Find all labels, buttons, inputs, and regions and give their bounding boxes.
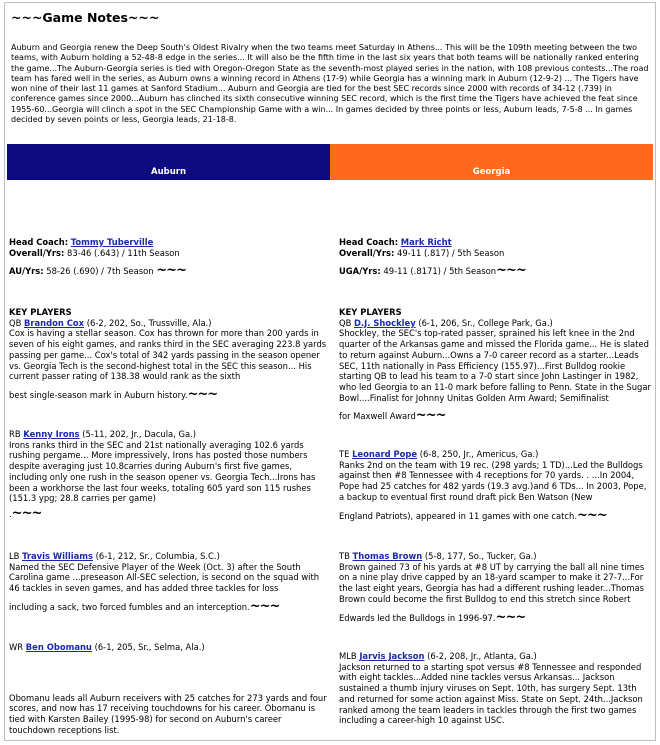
team-banner bbox=[7, 144, 653, 180]
intro-paragraph: Auburn and Georgia renew the Deep South's Oldest Rivalry when the two teams meet Saturday in Athens... This will be the 109th meeting between the two teams, with Auburn holding a 52-48-8 edge in the series... It will also be the fifth time in the last six years that both teams will be nationally ranked entering the game...The Auburn-Georgia series is tied with Oregon-Oregon State as the seventh-most played series in the nation, with 108 previous contests...The road team has fared well in the series, as Auburn owns a winning record in Athens (17-9) while Georgia has a winning mark in Auburn (12-9-2) ... The Tigers have won nine of their last 11 games at Sanford Stadium... Auburn and Georgia are tied for the best SEC records since 2000 with records of 34-12 (.739) in conference games since 2000...Auburn has clinched its sixth consecutive winning SEC record, which is the first time the Tigers have achieved the feat since 1955-60...Georgia will clinch a spot in the SEC Championship Game with a win... In games decided by three points or less, Auburn leads, 7-5-8 ... In games decided by seven points or less, Georgia leads, 21-18-8. bbox=[11, 43, 649, 125]
auburn-banner bbox=[7, 144, 330, 180]
player-link-dj-shockley[interactable]: D.J. Shockley bbox=[354, 317, 416, 328]
georgia-player-2 bbox=[339, 449, 651, 521]
player-position: QB bbox=[339, 317, 352, 328]
player-notes: Irons ranks third in the SEC and 21st nationally averaging 102.6 yards rushing pergame... More impressively, Irons has posted those numbers despite averaging just 10.8carries during Auburn's first five games, including only one rush in the season opener vs. Georgia Tech...Irons has been a workhorse the last four weeks, totaling 605 yard son 115 rushes (151.3 ypg; 28.8 carries per game) bbox=[9, 439, 316, 504]
school-label: UGA/Yrs: bbox=[339, 266, 381, 277]
georgia-coach-link[interactable]: Mark Richt bbox=[400, 237, 452, 247]
player-position: WR bbox=[9, 642, 24, 652]
player-position: TE bbox=[339, 449, 350, 459]
player-notes-tail: including a sack, two forced fumbles and an interception. bbox=[9, 601, 250, 612]
player-notes: Cox is having a stellar season. Cox has thrown for more than 200 yards in seven of his eight games, and ranks third in the SEC averaging 223.8 yards passing per game... Cox's total of 342 yards passing in the season opener vs. Georgia Tech is the second-highest total in the SEC this season... His current passer rating of 138.38 would rank as the sixth bbox=[9, 328, 327, 382]
player-info: (6-1, 205, Sr., Selma, Ala.) bbox=[94, 642, 205, 652]
player-link-leonard-pope[interactable]: Leonard Pope bbox=[352, 449, 418, 459]
squiggle: ~~~ bbox=[577, 507, 607, 523]
auburn-player-4 bbox=[9, 642, 327, 736]
squiggle: ~~~ bbox=[495, 609, 526, 625]
auburn-coach-block bbox=[9, 237, 327, 277]
player-info: (6-2, 208, Jr., Atlanta, Ga.) bbox=[427, 651, 537, 661]
auburn-player-3 bbox=[9, 551, 327, 613]
squiggle: ~~~ bbox=[187, 386, 218, 402]
player-link-brandon-cox[interactable]: Brandon Cox bbox=[24, 317, 85, 328]
school-label: AU/Yrs: bbox=[9, 266, 44, 277]
georgia-player-3 bbox=[339, 551, 651, 623]
game-notes-page bbox=[4, 2, 656, 741]
auburn-overall-record: 83-46 (.643) / 11th Season bbox=[67, 247, 180, 258]
player-notes-tail: England Patriots), appeared in 11 games with one catch. bbox=[339, 510, 577, 521]
player-position: QB bbox=[9, 317, 22, 328]
player-notes: Jackson returned to a starting spot versus #8 Tennessee and responded with eight tackles...Added nine tackles versus Arkansas... Jackson sustained a thumb injury viruses on Sept. 10th, has surgery Sept. 13th and returned for some action against Miss. State on Sept. 24th...Jackson ranked among the team leaders in tackles through the first two games including a career-high 10 against USC. bbox=[339, 661, 643, 726]
overall-label: Overall/Yrs: bbox=[9, 247, 65, 258]
player-position: TB bbox=[339, 551, 350, 561]
player-position: LB bbox=[9, 551, 20, 561]
coach-label: Head Coach: bbox=[9, 237, 69, 247]
player-position: MLB bbox=[339, 651, 357, 661]
player-notes: Obomanu leads all Auburn receivers with 25 catches for 273 yards and four scores, and now has 17 receiving touchdowns for his career. Obomanu is tied with Karsten Bailey (1995-98) for second on Auburn's career touchdown receptions list. bbox=[9, 692, 327, 735]
squiggle: ~~~ bbox=[11, 505, 42, 521]
auburn-team-name: Auburn bbox=[150, 167, 186, 177]
player-info: (6-1, 212, Sr., Columbia, S.C.) bbox=[95, 551, 220, 561]
player-link-jarvis-jackson[interactable]: Jarvis Jackson bbox=[359, 651, 425, 661]
player-info: (6-1, 206, Sr., College Park, Ga.) bbox=[418, 317, 553, 328]
key-players-heading: KEY PLAYERS bbox=[339, 307, 402, 317]
player-notes-tail: for Maxwell Award bbox=[339, 411, 416, 422]
player-info: (6-2, 202, So., Trussville, Ala.) bbox=[86, 317, 212, 328]
georgia-coach-block bbox=[339, 237, 651, 277]
overall-label: Overall/Yrs: bbox=[339, 247, 395, 258]
georgia-school-record: 49-11 (.8171) / 5th Season bbox=[383, 266, 497, 277]
georgia-player-1 bbox=[339, 307, 651, 422]
player-notes: Brown gained 73 of his yards at #8 UT by carrying the ball all nine times on a nine play drive capped by an 18-yard scamper to make it 27-7...For the last eight years, Georgia has had a different rushing leader...Thomas Brown could become the first Bulldog to end this stretch since Robert bbox=[339, 561, 645, 604]
squiggle: ~~~ bbox=[249, 598, 280, 614]
auburn-player-2 bbox=[9, 429, 327, 520]
player-notes: Ranks 2nd on the team with 19 rec. (298 yards; 1 TD)...Led the Bulldogs against then #8 Tennessee with 4 receptions for 70 yards. . ...In 2004, Pope had 25 catches for 482 yards (19.3 avg.)and 6 TDs... In 2003, Pope, a backup to eventual first round draft pick Ben Watson (New bbox=[339, 459, 647, 502]
georgia-team-name: Georgia bbox=[472, 167, 511, 177]
squiggle: ~~~ bbox=[156, 263, 186, 279]
squiggle: ~~~ bbox=[496, 263, 526, 279]
player-notes-tail: . bbox=[9, 508, 12, 519]
player-notes: Shockley, the SEC's top-rated passer, sprained his left knee in the 2nd quarter of the Arkansas game and missed the Florida game... He is slated to return against Auburn...Owns a 7-0 career record as a starter...Leads SEC, 11th nationally in Pass Efficiency (155.97)...First Bulldog rookie starting QB to lead his team to a 7-0 start since John Lastinger in 1982, who led Georgia to an 11-0 mark before falling to Penn. State in the Sugar Bowl....Finalist for Johnny Unitas Golden Arm Award; Semifinalist bbox=[339, 328, 651, 403]
player-position: RB bbox=[9, 429, 21, 439]
squiggle: ~~~ bbox=[415, 408, 446, 424]
player-link-travis-williams[interactable]: Travis Williams bbox=[22, 551, 93, 561]
georgia-player-4 bbox=[339, 651, 651, 726]
player-link-kenny-irons[interactable]: Kenny Irons bbox=[23, 429, 80, 439]
player-notes-tail: Edwards led the Bulldogs in 1996-97. bbox=[339, 612, 496, 623]
auburn-coach-link[interactable]: Tommy Tuberville bbox=[70, 237, 154, 247]
player-notes-tail: best single-season mark in Auburn history. bbox=[9, 389, 188, 400]
georgia-banner bbox=[330, 144, 653, 180]
player-link-thomas-brown[interactable]: Thomas Brown bbox=[352, 551, 423, 561]
player-info: (6-8, 250, Jr., Americus, Ga.) bbox=[419, 449, 539, 459]
player-notes: Named the SEC Defensive Player of the Week (Oct. 3) after the South Carolina game ...preseason All-SEC selection, is second on the squad with 46 tackles in seven games, and has added three tackles for loss bbox=[9, 561, 320, 594]
key-players-heading: KEY PLAYERS bbox=[9, 307, 72, 317]
player-info: (5-8, 177, So., Tucker, Ga.) bbox=[424, 551, 537, 561]
coach-label: Head Coach: bbox=[339, 237, 399, 247]
auburn-player-1 bbox=[9, 307, 327, 401]
auburn-school-record: 58-26 (.690) / 7th Season bbox=[46, 266, 154, 277]
page-title: ~~~Game Notes~~~ bbox=[11, 10, 160, 25]
player-info: (5-11, 202, Jr., Dacula, Ga.) bbox=[82, 429, 197, 439]
georgia-overall-record: 49-11 (.817) / 5th Season bbox=[397, 247, 505, 258]
player-link-ben-obomanu[interactable]: Ben Obomanu bbox=[25, 642, 92, 652]
